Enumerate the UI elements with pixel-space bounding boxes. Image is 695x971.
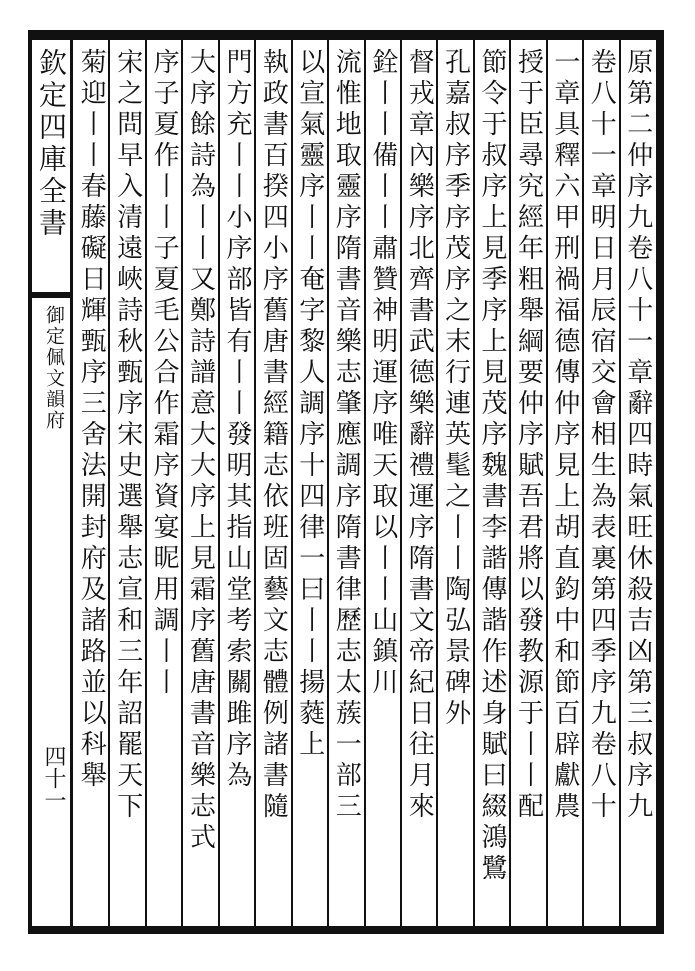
text-column: 卷八十一章明日月辰宿交會相生為表裏第四季序九卷八十: [586, 48, 617, 823]
frame-border-bottom: [32, 926, 664, 934]
text-column: 節令于叔序上見季序上見茂序魏書李諧傳諧作述身賦曰綴鴻鷺: [477, 48, 507, 885]
page-number: 四十一: [41, 745, 66, 811]
book-title: 欽定四庫全書: [35, 48, 68, 240]
volume-title: 御定佩文韻府: [43, 305, 65, 431]
text-column: 菊迎丨丨春藤礙日輝甄序三舍法開封府及諸路並以科舉: [76, 48, 107, 792]
text-column: 序子夏作丨丨子夏毛公合作霜序資宴昵用調丨丨: [149, 48, 180, 699]
text-column: 以宣氣靈序丨丨奄字黎人調序十四律一曰丨丨揚蕤上: [294, 48, 325, 761]
text-column: 銓丨丨備丨丨肅贊神明運序唯天取以丨丨山鎮川: [367, 48, 398, 699]
text-column: 孔嘉叔序季序茂序之末行連英髦之丨丨陶弘景碑外: [440, 48, 471, 730]
text-column: 門方充丨丨小序部皆有丨丨發明其指山堂考索關雎序為: [222, 48, 252, 792]
text-column: 原第二仲序九卷八十一章辭四時氣旺休殺吉凶第三叔序九: [622, 48, 653, 823]
text-column: 督戎章內樂序北齊書武德樂辭禮運序隋書文帝紀日往月來: [404, 48, 435, 823]
margin-divider: [32, 292, 70, 298]
text-column: 執政書百揆四小序舊唐書經籍志依班固藝文志體例諸書隨: [258, 48, 289, 823]
text-column: 流惟地取靈序隋書音樂志肇應調序隋書律歷志太蔟一部三: [331, 48, 362, 823]
text-column: 授于臣尋究經年粗舉綱要仲序賦吾君將以發教源于丨丨配: [513, 48, 544, 823]
text-column: 一章具釋六甲刑禍福德傳仲序見上胡直鈞中和節百辟獻農: [549, 48, 580, 823]
text-column: 宋之問早入清遠峽詩秋甄序宋史選舉志宣和三年詔罷天下: [112, 48, 143, 823]
frame-border-top: [32, 30, 664, 40]
frame-border-right: [656, 30, 664, 934]
text-column: 大序餘詩為丨丨又鄭詩譜意大大序上見霜序舊唐書音樂志式: [185, 48, 216, 854]
